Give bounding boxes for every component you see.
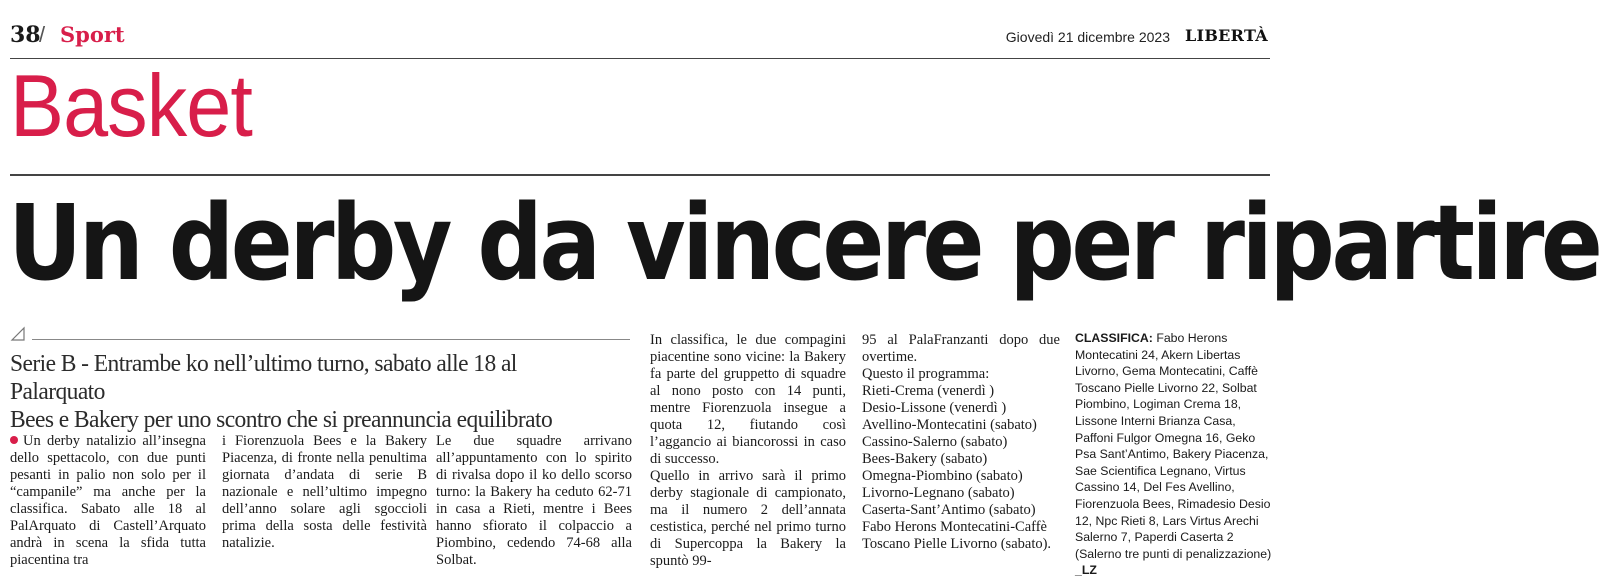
program-title: Questo il programma:: [862, 366, 990, 382]
program-item: Bees-Bakery (sabato): [862, 451, 988, 467]
program-item: Fabo Herons Montecatini-Caffè Toscano Pielle Livorno (sabato).: [862, 519, 1052, 552]
category-rule: [10, 174, 1270, 176]
body-paragraph: In classifica, le due compagini piacentine sono vicine: la Bakery fa parte del gruppetto di squadre al nono posto con 14 punti, mentre Fiorenzuola insegue a quota 12, fiutando così l’aggancio ai biancorossi in caso di successo.: [650, 332, 846, 467]
body-column-3: [436, 433, 632, 569]
article-subheadline: [10, 350, 615, 434]
subheadline-line-2: Bees e Bakery per uno scontro che si preannuncia equilibrato: [10, 406, 553, 433]
page-number: 38: [10, 22, 41, 48]
author-signature: _LZ: [1075, 563, 1097, 578]
kicker-mark-icon: [10, 324, 34, 342]
article-headline: Un derby da vincere per ripartire: [8, 182, 1599, 304]
body-column-2: [222, 433, 427, 552]
program-item: Livorno-Legnano (sabato): [862, 485, 1015, 501]
kicker-rule: [32, 339, 630, 340]
header-separator: /: [39, 22, 46, 47]
section-title: Sport: [60, 22, 125, 47]
program-item: Caserta-Sant’Antimo (sabato): [862, 502, 1036, 518]
bullet-dot-icon: [10, 436, 18, 444]
body-paragraph: Un derby natalizio all’insegna dello spettacolo, con due punti pesanti in palio non solo per il “campanile” ma anche per la classifica. Sabato alle 18 al PalArquato di Castell’Arquato andrà in scena la sfida tutta piacentina tra: [10, 433, 206, 568]
body-paragraph: Quello in arrivo sarà il primo derby stagionale di campionato, ma il numero 2 dell’annata cestistica, perché nel primo turno di Supercoppa la Bakery la spuntò 99-: [650, 468, 846, 569]
standings-box: [1075, 330, 1273, 579]
standings-text: Fabo Herons Montecatini 24, Akern Libertas Livorno, Gema Montecatini, Caffè Toscano Pielle Livorno 22, Solbat Piombino, Logiman Crema 18, Lissone Interni Brianza Casa, Paffoni Fulgor Omegna 16, Geko Psa Sant’Antimo, Bakery Piacenza, Sae Scientifica Legnano, Virtus Cassino 14, Del Fes Avellino, Fiorenzuola Bees, Rimadesio Desio 12, Npc Rieti 8, Lars Virtus Arechi Salerno 7, Paperdi Caserta 2 (Salerno tre punti di penalizzazione): [1075, 331, 1272, 561]
program-item: Omegna-Piombino (sabato): [862, 468, 1023, 484]
body-paragraph: Le due squadre arrivano all’appuntamento con lo spirito di rivalsa dopo il ko dello scorso turno: la Bakery ha ceduto 62-71 in casa a Rieti, mentre i Bees hanno sfiorato il colpaccio a Piombino, cedendo 74-68 alla Solbat.: [436, 433, 632, 568]
body-paragraph: i Fiorenzuola Bees e la Bakery Piacenza, di fronte nella penultima giornata d’andata di serie B nazionale e nell’ultimo impegno dell’anno solare agli sgoccioli prima della sosta delle festività natalizie.: [222, 433, 427, 551]
issue-date: Giovedì 21 dicembre 2023: [1005, 29, 1170, 45]
standings-label: CLASSIFICA:: [1075, 331, 1153, 345]
subheadline-line-1: Serie B - Entrambe ko nell’ultimo turno, sabato alle 18 al Palarquato: [10, 350, 517, 405]
program-list: [862, 383, 1060, 553]
program-item: Rieti-Crema (venerdì ): [862, 383, 995, 399]
category-title: Basket: [10, 56, 252, 155]
program-item: Desio-Lissone (venerdì ): [862, 400, 1007, 416]
newspaper-name: LIBERTÀ: [1184, 26, 1268, 45]
body-column-4: [650, 332, 846, 570]
body-column-5: [862, 332, 1060, 553]
body-column-1: [10, 433, 206, 569]
program-item: Cassino-Salerno (sabato): [862, 434, 1008, 450]
program-item: Avellino-Montecatini (sabato): [862, 417, 1037, 433]
body-paragraph: 95 al PalaFranzanti dopo due overtime.: [862, 332, 1060, 365]
